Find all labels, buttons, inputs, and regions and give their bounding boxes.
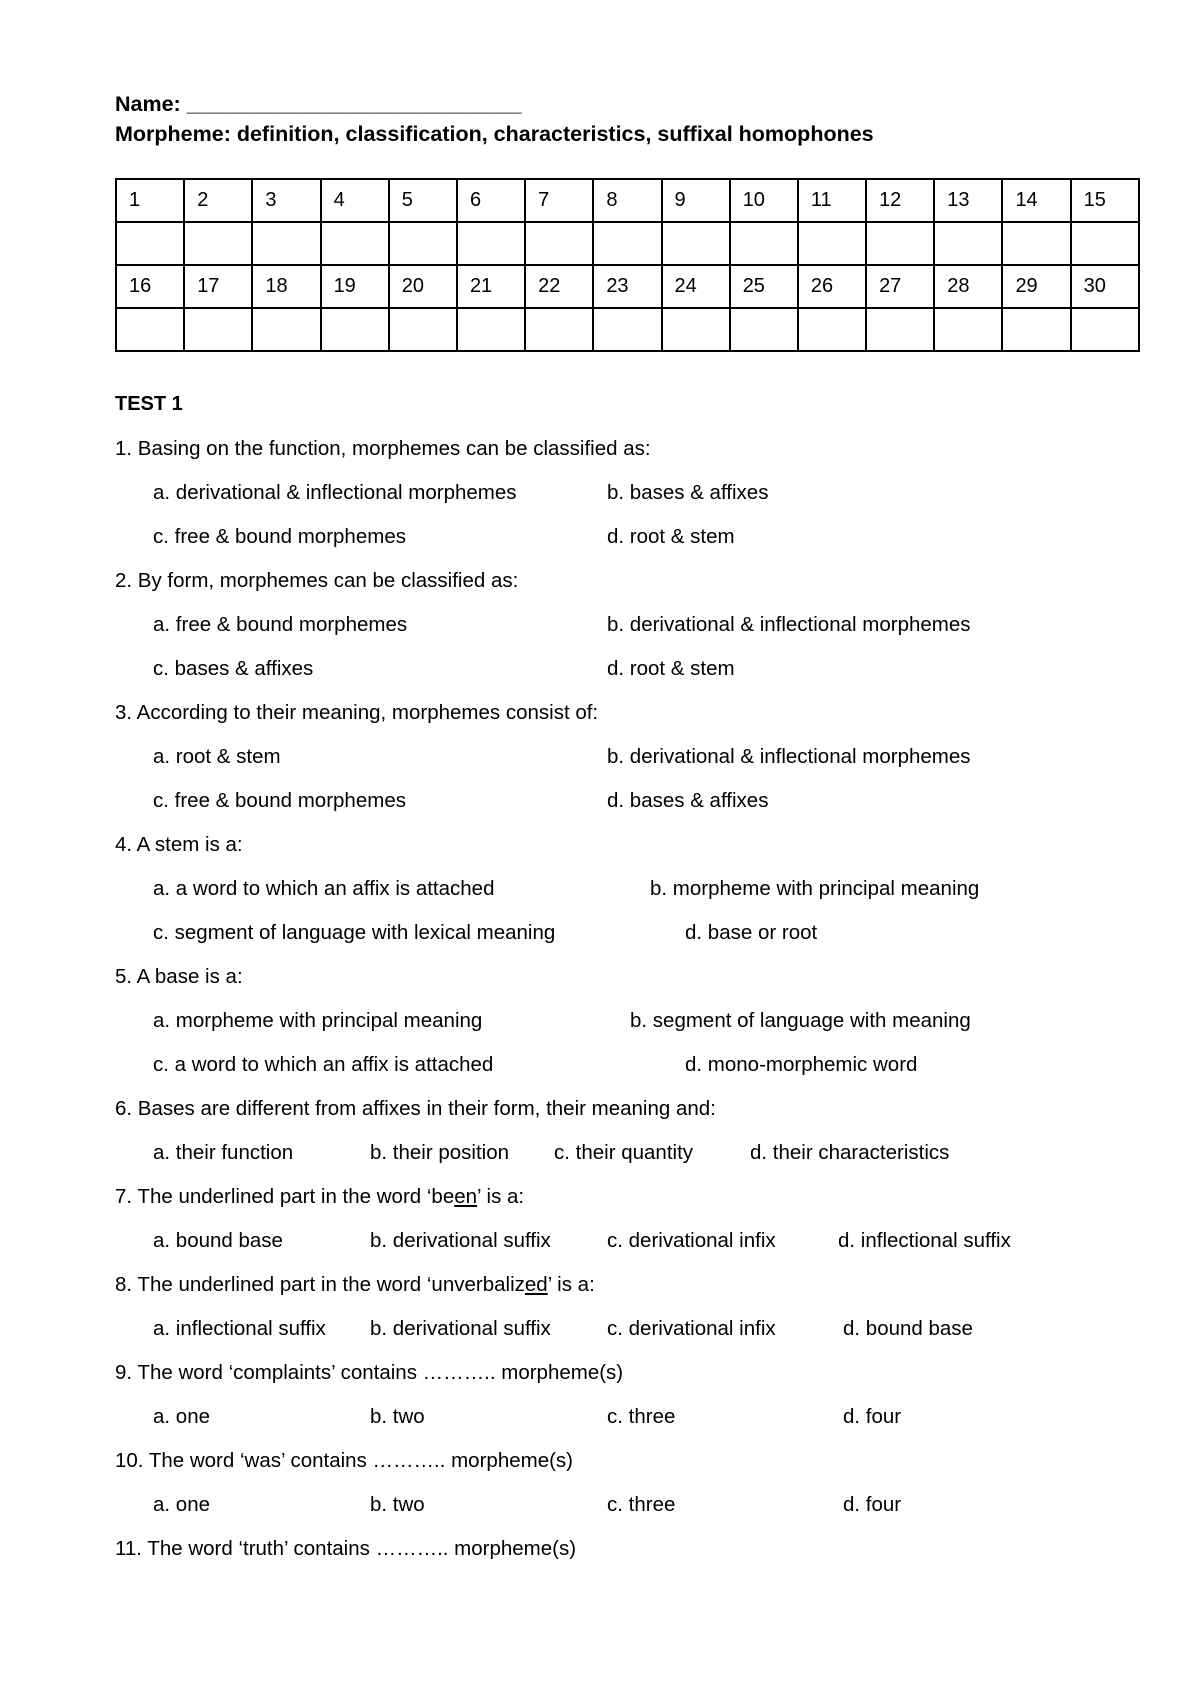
answer-cell[interactable]: [593, 308, 661, 351]
grid-number-cell: 23: [593, 265, 661, 308]
grid-number-cell: 28: [934, 265, 1002, 308]
answer-cell[interactable]: [1071, 222, 1139, 265]
grid-number-cell: 9: [662, 179, 730, 222]
answer-cell[interactable]: [934, 222, 1002, 265]
answer-cell[interactable]: [525, 308, 593, 351]
grid-number-cell: 20: [389, 265, 457, 308]
q3-option-b[interactable]: b. derivational & inflectional morphemes: [607, 745, 971, 768]
q10-option-d[interactable]: d. four: [843, 1493, 902, 1516]
question-8: [115, 1273, 595, 1297]
q10-option-c[interactable]: c. three: [607, 1493, 676, 1516]
grid-number-cell: 25: [730, 265, 798, 308]
answer-cell[interactable]: [730, 222, 798, 265]
answer-cell[interactable]: [321, 308, 389, 351]
answer-cell[interactable]: [1002, 222, 1070, 265]
q9-option-a[interactable]: a. one: [153, 1405, 210, 1428]
q2-option-d[interactable]: d. root & stem: [607, 657, 735, 680]
answer-cell[interactable]: [321, 222, 389, 265]
grid-number-cell: 17: [184, 265, 252, 308]
q3-option-a[interactable]: a. root & stem: [153, 745, 281, 768]
answer-cell[interactable]: [934, 308, 1002, 351]
grid-number-cell: 10: [730, 179, 798, 222]
q1-option-b[interactable]: b. bases & affixes: [607, 481, 769, 504]
q1-option-d[interactable]: d. root & stem: [607, 525, 735, 548]
grid-number-cell: 26: [798, 265, 866, 308]
q7-option-d[interactable]: d. inflectional suffix: [838, 1229, 1011, 1252]
grid-number-cell: 5: [389, 179, 457, 222]
q7-option-c[interactable]: c. derivational infix: [607, 1229, 776, 1252]
question-7-underlined-part: en: [454, 1185, 478, 1208]
question-8-text-end: ’ is a:: [547, 1273, 595, 1296]
grid-number-cell: 22: [525, 265, 593, 308]
grid-number-cell: 14: [1002, 179, 1070, 222]
q7-option-a[interactable]: a. bound base: [153, 1229, 283, 1252]
answer-cell[interactable]: [730, 308, 798, 351]
question-4: 4. A stem is a:: [115, 833, 243, 856]
q5-option-c[interactable]: c. a word to which an affix is attached: [153, 1053, 494, 1076]
question-7: [115, 1185, 524, 1209]
q1-option-c[interactable]: c. free & bound morphemes: [153, 525, 406, 548]
question-8-underlined-part: ed: [524, 1273, 548, 1296]
answer-cell[interactable]: [457, 222, 525, 265]
q3-option-d[interactable]: d. bases & affixes: [607, 789, 769, 812]
q5-option-b[interactable]: b. segment of language with meaning: [630, 1009, 971, 1032]
document-title: Morpheme: definition, classification, characteristics, suffixal homophones: [115, 122, 874, 146]
grid-number-cell: 2: [184, 179, 252, 222]
answer-cell[interactable]: [252, 222, 320, 265]
answer-cell[interactable]: [866, 222, 934, 265]
q10-option-b[interactable]: b. two: [370, 1493, 425, 1516]
answer-cell[interactable]: [866, 308, 934, 351]
answer-cell[interactable]: [184, 222, 252, 265]
q10-option-a[interactable]: a. one: [153, 1493, 210, 1516]
answer-cell[interactable]: [184, 308, 252, 351]
answer-cell[interactable]: [389, 308, 457, 351]
question-9: 9. The word ‘complaints’ contains ……….. morpheme(s): [115, 1361, 624, 1384]
answer-cell[interactable]: [662, 222, 730, 265]
q8-option-a[interactable]: a. inflectional suffix: [153, 1317, 326, 1340]
grid-number-cell: 7: [525, 179, 593, 222]
question-1: 1. Basing on the function, morphemes can be classified as:: [115, 437, 651, 460]
q4-option-c[interactable]: c. segment of language with lexical meaning: [153, 921, 556, 944]
grid-number-cell: 12: [866, 179, 934, 222]
grid-number-cell: 3: [252, 179, 320, 222]
question-11: 11. The word ‘truth’ contains ……….. morpheme(s): [115, 1537, 577, 1560]
grid-number-cell: 4: [321, 179, 389, 222]
answer-cell[interactable]: [1071, 308, 1139, 351]
grid-number-cell: 16: [116, 265, 184, 308]
q2-option-b[interactable]: b. derivational & inflectional morphemes: [607, 613, 971, 636]
question-6: 6. Bases are different from affixes in their form, their meaning and:: [115, 1097, 716, 1120]
answer-cell[interactable]: [1002, 308, 1070, 351]
q8-option-b[interactable]: b. derivational suffix: [370, 1317, 551, 1340]
q1-option-a[interactable]: a. derivational & inflectional morphemes: [153, 481, 517, 504]
grid-number-cell: 19: [321, 265, 389, 308]
grid-number-cell: 30: [1071, 265, 1139, 308]
q2-option-c[interactable]: c. bases & affixes: [153, 657, 314, 680]
q8-option-d[interactable]: d. bound base: [843, 1317, 973, 1340]
grid-number-cell: 29: [1002, 265, 1070, 308]
grid-number-cell: 11: [798, 179, 866, 222]
question-10: 10. The word ‘was’ contains ……….. morpheme(s): [115, 1449, 573, 1472]
q6-option-d[interactable]: d. their characteristics: [750, 1141, 950, 1164]
q4-option-a[interactable]: a. a word to which an affix is attached: [153, 877, 495, 900]
q6-option-a[interactable]: a. their function: [153, 1141, 294, 1164]
answer-grid: [115, 178, 1140, 352]
question-7-text-end: ’ is a:: [477, 1185, 525, 1208]
q4-option-d[interactable]: d. base or root: [685, 921, 818, 944]
answer-cell[interactable]: [457, 308, 525, 351]
q7-option-b[interactable]: b. derivational suffix: [370, 1229, 551, 1252]
question-2: 2. By form, morphemes can be classified as:: [115, 569, 519, 592]
question-5: 5. A base is a:: [115, 965, 243, 988]
grid-number-cell: 27: [866, 265, 934, 308]
grid-number-cell: 15: [1071, 179, 1139, 222]
q9-option-c[interactable]: c. three: [607, 1405, 676, 1428]
answer-cell[interactable]: [525, 222, 593, 265]
answer-grid-numbers-row-1: [116, 179, 1139, 222]
answer-grid-blank-row-2: [116, 308, 1139, 351]
answer-cell[interactable]: [662, 308, 730, 351]
answer-cell[interactable]: [252, 308, 320, 351]
answer-grid-blank-row-1: [116, 222, 1139, 265]
question-7-text: 7. The underlined part in the word ‘be: [115, 1185, 455, 1208]
q6-option-b[interactable]: b. their position: [370, 1141, 510, 1164]
q3-option-c[interactable]: c. free & bound morphemes: [153, 789, 406, 812]
question-8-text: 8. The underlined part in the word ‘unverbaliz: [115, 1273, 525, 1296]
answer-cell[interactable]: [116, 222, 184, 265]
q9-option-d[interactable]: d. four: [843, 1405, 902, 1428]
q5-option-d[interactable]: d. mono-morphemic word: [685, 1053, 918, 1076]
q2-option-a[interactable]: a. free & bound morphemes: [153, 613, 408, 636]
answer-cell[interactable]: [798, 222, 866, 265]
answer-cell[interactable]: [389, 222, 457, 265]
answer-cell[interactable]: [593, 222, 661, 265]
grid-number-cell: 24: [662, 265, 730, 308]
q8-option-c[interactable]: c. derivational infix: [607, 1317, 776, 1340]
answer-grid-numbers-row-2: [116, 265, 1139, 308]
name-field-label: Name: ____________________________: [115, 92, 522, 116]
question-3: 3. According to their meaning, morphemes consist of:: [115, 701, 599, 724]
q5-option-a[interactable]: a. morpheme with principal meaning: [153, 1009, 483, 1032]
grid-number-cell: 8: [593, 179, 661, 222]
test-heading: TEST 1: [115, 393, 183, 415]
grid-number-cell: 18: [252, 265, 320, 308]
q4-option-b[interactable]: b. morpheme with principal meaning: [650, 877, 980, 900]
grid-number-cell: 13: [934, 179, 1002, 222]
grid-number-cell: 21: [457, 265, 525, 308]
q6-option-c[interactable]: c. their quantity: [554, 1141, 694, 1164]
answer-cell[interactable]: [798, 308, 866, 351]
answer-cell[interactable]: [116, 308, 184, 351]
grid-number-cell: 6: [457, 179, 525, 222]
q9-option-b[interactable]: b. two: [370, 1405, 425, 1428]
grid-number-cell: 1: [116, 179, 184, 222]
